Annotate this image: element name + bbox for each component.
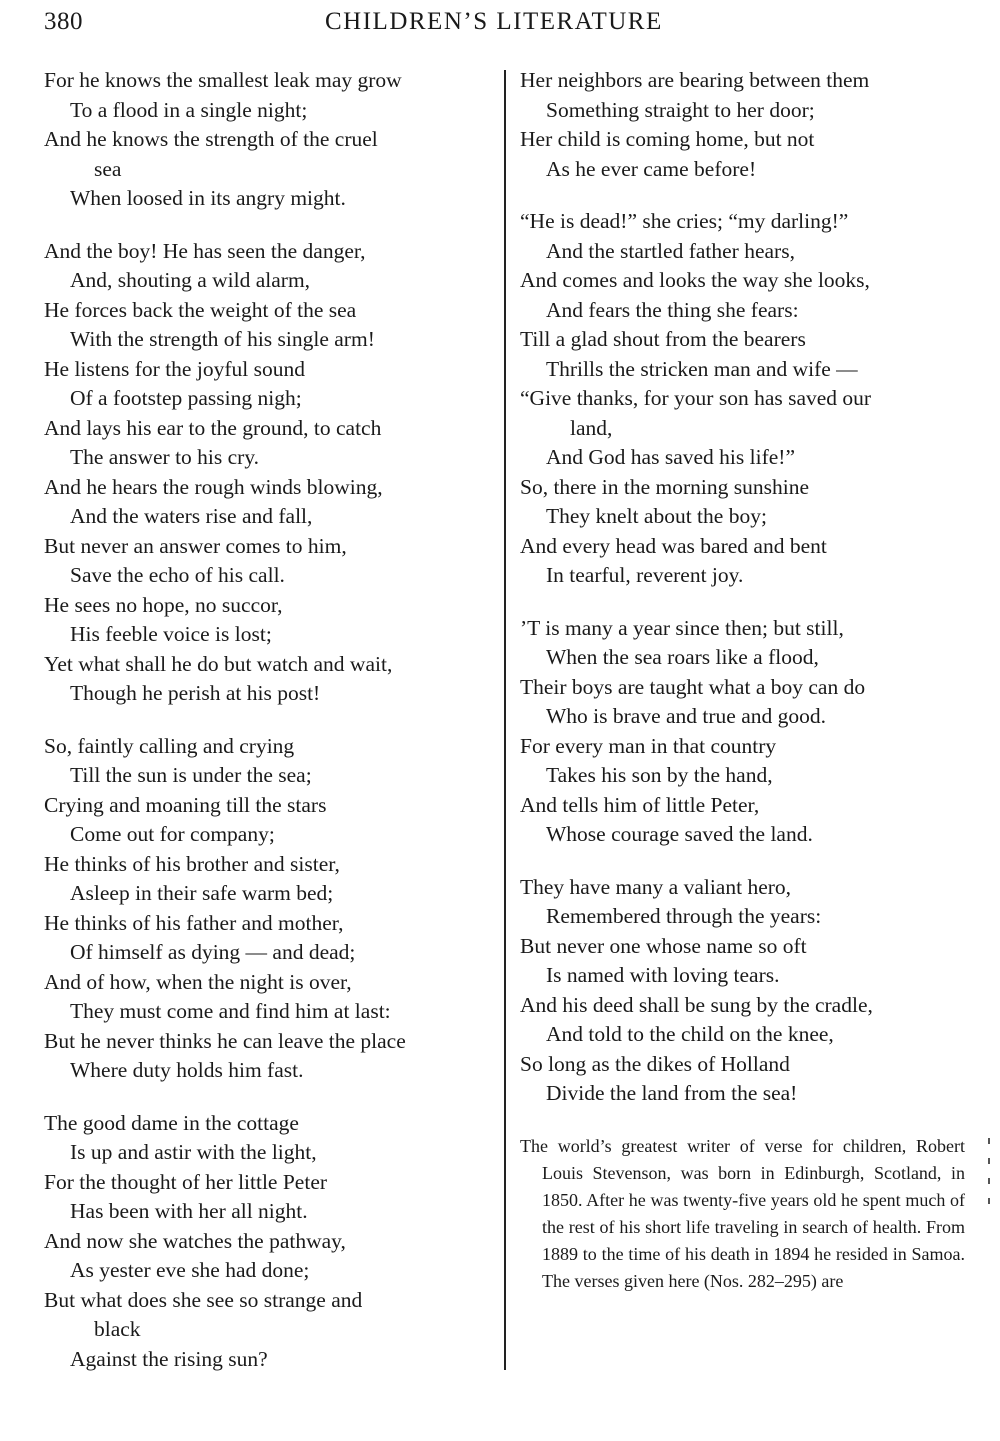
poem-line: Takes his son by the hand, <box>546 763 773 787</box>
poem-line: And he knows the strength of the cruel <box>44 127 378 151</box>
column-divider <box>504 70 506 1370</box>
poem-line: Remembered through the years: <box>546 904 822 928</box>
poem-line: But never one whose name so oft <box>520 933 807 958</box>
poem-line: Yet what shall he do but watch and wait, <box>44 651 393 676</box>
stanza <box>44 66 496 214</box>
poem-line: Who is brave and true and good. <box>546 704 827 728</box>
poem-line: “He is dead!” she cries; “my darling!” <box>520 209 849 233</box>
stanza <box>44 732 496 1086</box>
poem-line: Till the sun is under the sea; <box>70 763 312 787</box>
stanza <box>520 873 965 1109</box>
poem-line: So long as the dikes of Holland <box>520 1051 790 1076</box>
poem-line: Is named with loving tears. <box>546 963 780 987</box>
poem-line: Is up and astir with the light, <box>70 1140 317 1164</box>
poem-line: And comes and looks the way she looks, <box>520 268 870 292</box>
poem-line: When the sea roars like a flood, <box>546 645 819 669</box>
poem-line: The answer to his cry. <box>70 445 260 469</box>
poem-line: And God has saved his life!” <box>546 445 795 469</box>
poem-line: The good dame in the cottage <box>44 1110 299 1135</box>
poem-line: When loosed in its angry might. <box>70 186 346 210</box>
poem-line: And his deed shall be sung by the cradle, <box>520 992 873 1017</box>
poem-line: Has been with her all night. <box>70 1199 308 1223</box>
running-title: CHILDREN’S LITERATURE <box>325 8 663 35</box>
poem-line: “Give thanks, for your son has saved our <box>520 386 872 410</box>
poem-line: He thinks of his brother and sister, <box>44 851 340 876</box>
poem-line: Save the echo of his call. <box>70 563 285 587</box>
poem-line: And the startled father hears, <box>546 238 795 263</box>
poem-line: And fears the thing she fears: <box>546 297 799 322</box>
poem-line: And lays his ear to the ground, to catch <box>44 415 382 440</box>
poem-line: So, faintly calling and crying <box>44 733 295 758</box>
poem-line: Against the rising sun? <box>70 1346 268 1371</box>
poem-line: And now she watches the pathway, <box>44 1228 346 1253</box>
poem-line: Her neighbors are bearing between them <box>520 68 870 92</box>
poem-line: And the waters rise and fall, <box>70 504 313 528</box>
poem-line: Though he perish at his post! <box>70 681 321 705</box>
poem-line: Asleep in their safe warm bed; <box>70 881 334 905</box>
poem-line: They must come and find him at last: <box>70 999 391 1023</box>
stanza <box>44 1109 496 1375</box>
poem-line: But what does she see so strange and <box>44 1287 363 1312</box>
poem-line: For every man in that country <box>520 733 777 758</box>
poem-line: As he ever came before! <box>546 156 757 181</box>
poem-line: They have many a valiant hero, <box>520 874 792 899</box>
poem-line: And told to the child on the knee, <box>546 1022 834 1046</box>
stanza <box>520 614 965 850</box>
poem-line: To a flood in a single night; <box>70 97 308 122</box>
poem-line: black <box>94 1317 141 1341</box>
poem-line: Their boys are taught what a boy can do <box>520 674 866 699</box>
left-column <box>44 66 496 1374</box>
poem-line: He thinks of his father and mother, <box>44 910 344 935</box>
poem-line: And the boy! He has seen the danger, <box>44 238 366 263</box>
poem-line: ’T is many a year since then; but still, <box>520 615 844 640</box>
poem-line: land, <box>570 415 613 440</box>
poem-line: His feeble voice is lost; <box>70 622 272 646</box>
poem-line: They knelt about the boy; <box>546 504 767 528</box>
poem-line: And of how, when the night is over, <box>44 969 352 994</box>
poem-line: But he never thinks he can leave the place <box>44 1028 406 1053</box>
poem-line: Divide the land from the sea! <box>546 1081 798 1105</box>
poem-line: Of a footstep passing nigh; <box>70 386 302 410</box>
poem-line: Till a glad shout from the bearers <box>520 327 806 351</box>
poem-line: He listens for the joyful sound <box>44 356 305 381</box>
poem-line: sea <box>94 156 122 181</box>
poem-line: Come out for company; <box>70 822 275 846</box>
poem-line: With the strength of his single arm! <box>70 327 375 351</box>
poem-line: And every head was bared and bent <box>520 533 827 558</box>
poem-line: Of himself as dying — and dead; <box>70 940 356 964</box>
stanza <box>520 66 965 184</box>
poem-line: And he hears the rough winds blowing, <box>44 474 383 499</box>
poem-line: But never an answer comes to him, <box>44 533 347 558</box>
poem-line: So, there in the morning sunshine <box>520 474 810 499</box>
right-column <box>520 66 965 1295</box>
right-stanzas <box>520 66 965 1109</box>
poem-line: He sees no hope, no succor, <box>44 592 283 617</box>
poem-line: For he knows the smallest leak may grow <box>44 68 402 92</box>
poem-line: He forces back the weight of the sea <box>44 297 357 322</box>
stanza <box>44 237 496 709</box>
poem-line: Her child is coming home, but not <box>520 127 815 151</box>
page-number: 380 <box>44 8 83 35</box>
poem-line: Where duty holds him fast. <box>70 1058 304 1082</box>
poem-line: In tearful, reverent joy. <box>546 563 744 587</box>
poem-line: Thrills the stricken man and wife — <box>546 356 858 381</box>
poem-line: Whose courage saved the land. <box>546 822 813 846</box>
poem-line: And tells him of little Peter, <box>520 792 760 817</box>
poem-line: And, shouting a wild alarm, <box>70 268 311 292</box>
poem-line: For the thought of her little Peter <box>44 1169 328 1194</box>
margin-marks <box>988 1138 990 1338</box>
poem-line: Something straight to her door; <box>546 97 815 122</box>
poem-line: As yester eve she had done; <box>70 1258 310 1282</box>
poem-line: Crying and moaning till the stars <box>44 792 327 817</box>
biographical-note: The world’s greatest writer of verse for children, Robert Louis Stevenson, was born in Edinburgh, Scotland, in 1850. After he was twenty-five years old he spent much of the rest of his short life traveling in search of health. From 1889 to the time of his death in 1894 he resided in Samoa. The verses given here (Nos. 282–295) are <box>520 1135 965 1291</box>
stanza <box>520 207 965 591</box>
